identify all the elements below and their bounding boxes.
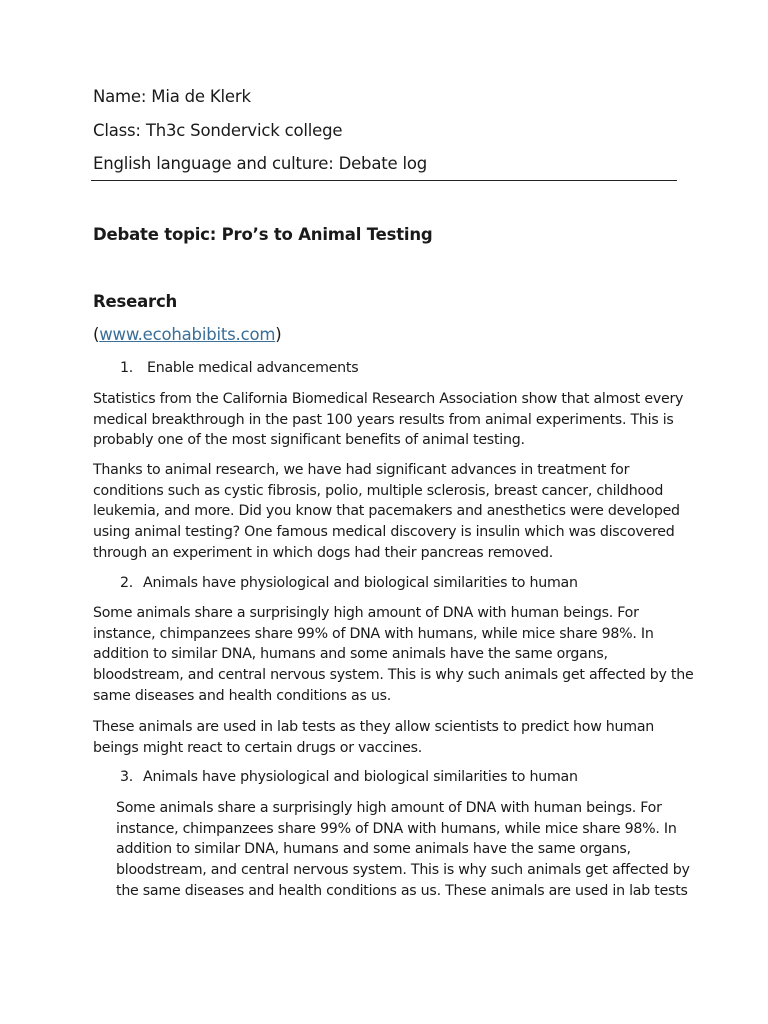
paragraph-line: leukemia, and more. Did you know that pacemakers and anesthetics were developed [93,503,680,520]
list-item [120,768,578,786]
source-link[interactable]: www.ecohabibits.com [99,325,276,344]
paragraph-line: medical breakthrough in the past 100 years results from animal experiments. This is [93,411,674,428]
paragraph-line: instance, chimpanzees share 99% of DNA with humans, while mice share 98%. In [116,820,677,837]
paragraph [93,603,694,707]
list-number: 1. [120,360,134,376]
close-paren: ) [275,325,282,344]
list-item [120,574,578,592]
debate-topic-heading: Debate topic: Pro’s to Animal Testing [93,225,433,244]
list-number: 3. [120,769,134,785]
source-citation [93,325,281,345]
header-divider [91,180,677,181]
paragraph [93,717,673,758]
subject-title: English language and culture: Debate log [93,154,428,173]
paragraph-line: instance, chimpanzees share 99% of DNA with humans, while mice share 98%. In [93,625,654,642]
student-class: Class: Th3c Sondervick college [93,121,343,140]
research-heading: Research [93,292,178,311]
student-name: Name: Mia de Klerk [93,87,251,106]
paragraph-line: addition to similar DNA, humans and some animals have the same organs, [93,646,608,663]
paragraph-line: Thanks to animal research, we have had significant advances in treatment for [93,462,630,478]
paragraph [93,389,684,451]
paragraph-line: Some animals share a surprisingly high amount of DNA with human beings. For [116,800,662,816]
list-title: Enable medical advancements [147,360,359,376]
open-paren: ( [93,325,100,344]
list-number: 2. [120,575,134,591]
paragraph [116,798,690,902]
paragraph-line: conditions such as cystic fibrosis, polio, multiple sclerosis, breast cancer, childhood [93,482,664,499]
paragraph-line: using animal testing? One famous medical discovery is insulin which was discovered [93,524,675,541]
paragraph-line: Some animals share a surprisingly high amount of DNA with human beings. For [93,605,639,621]
paragraph-line: the same diseases and health conditions as us. These animals are used in lab tests [116,882,688,899]
paragraph-line: same diseases and health conditions as us. [93,687,392,704]
paragraph [93,460,680,564]
list-title: Animals have physiological and biological similarities to human [143,769,578,785]
paragraph-line: probably one of the most significant benefits of animal testing. [93,432,525,449]
list-item [120,359,358,377]
paragraph-line: addition to similar DNA, humans and some animals have the same organs, [116,841,631,858]
paragraph-line: These animals are used in lab tests as they allow scientists to predict how human [93,719,655,735]
paragraph-line: through an experiment in which dogs had their pancreas removed. [93,544,554,561]
paragraph-line: bloodstream, and central nervous system. This is why such animals get affected by the [93,667,694,684]
paragraph-line: beings might react to certain drugs or vaccines. [93,739,423,756]
list-title: Animals have physiological and biological similarities to human [143,575,578,591]
paragraph-line: bloodstream, and central nervous system. This is why such animals get affected by [116,862,690,879]
paragraph-line: Statistics from the California Biomedical Research Association show that almost every [93,391,684,407]
